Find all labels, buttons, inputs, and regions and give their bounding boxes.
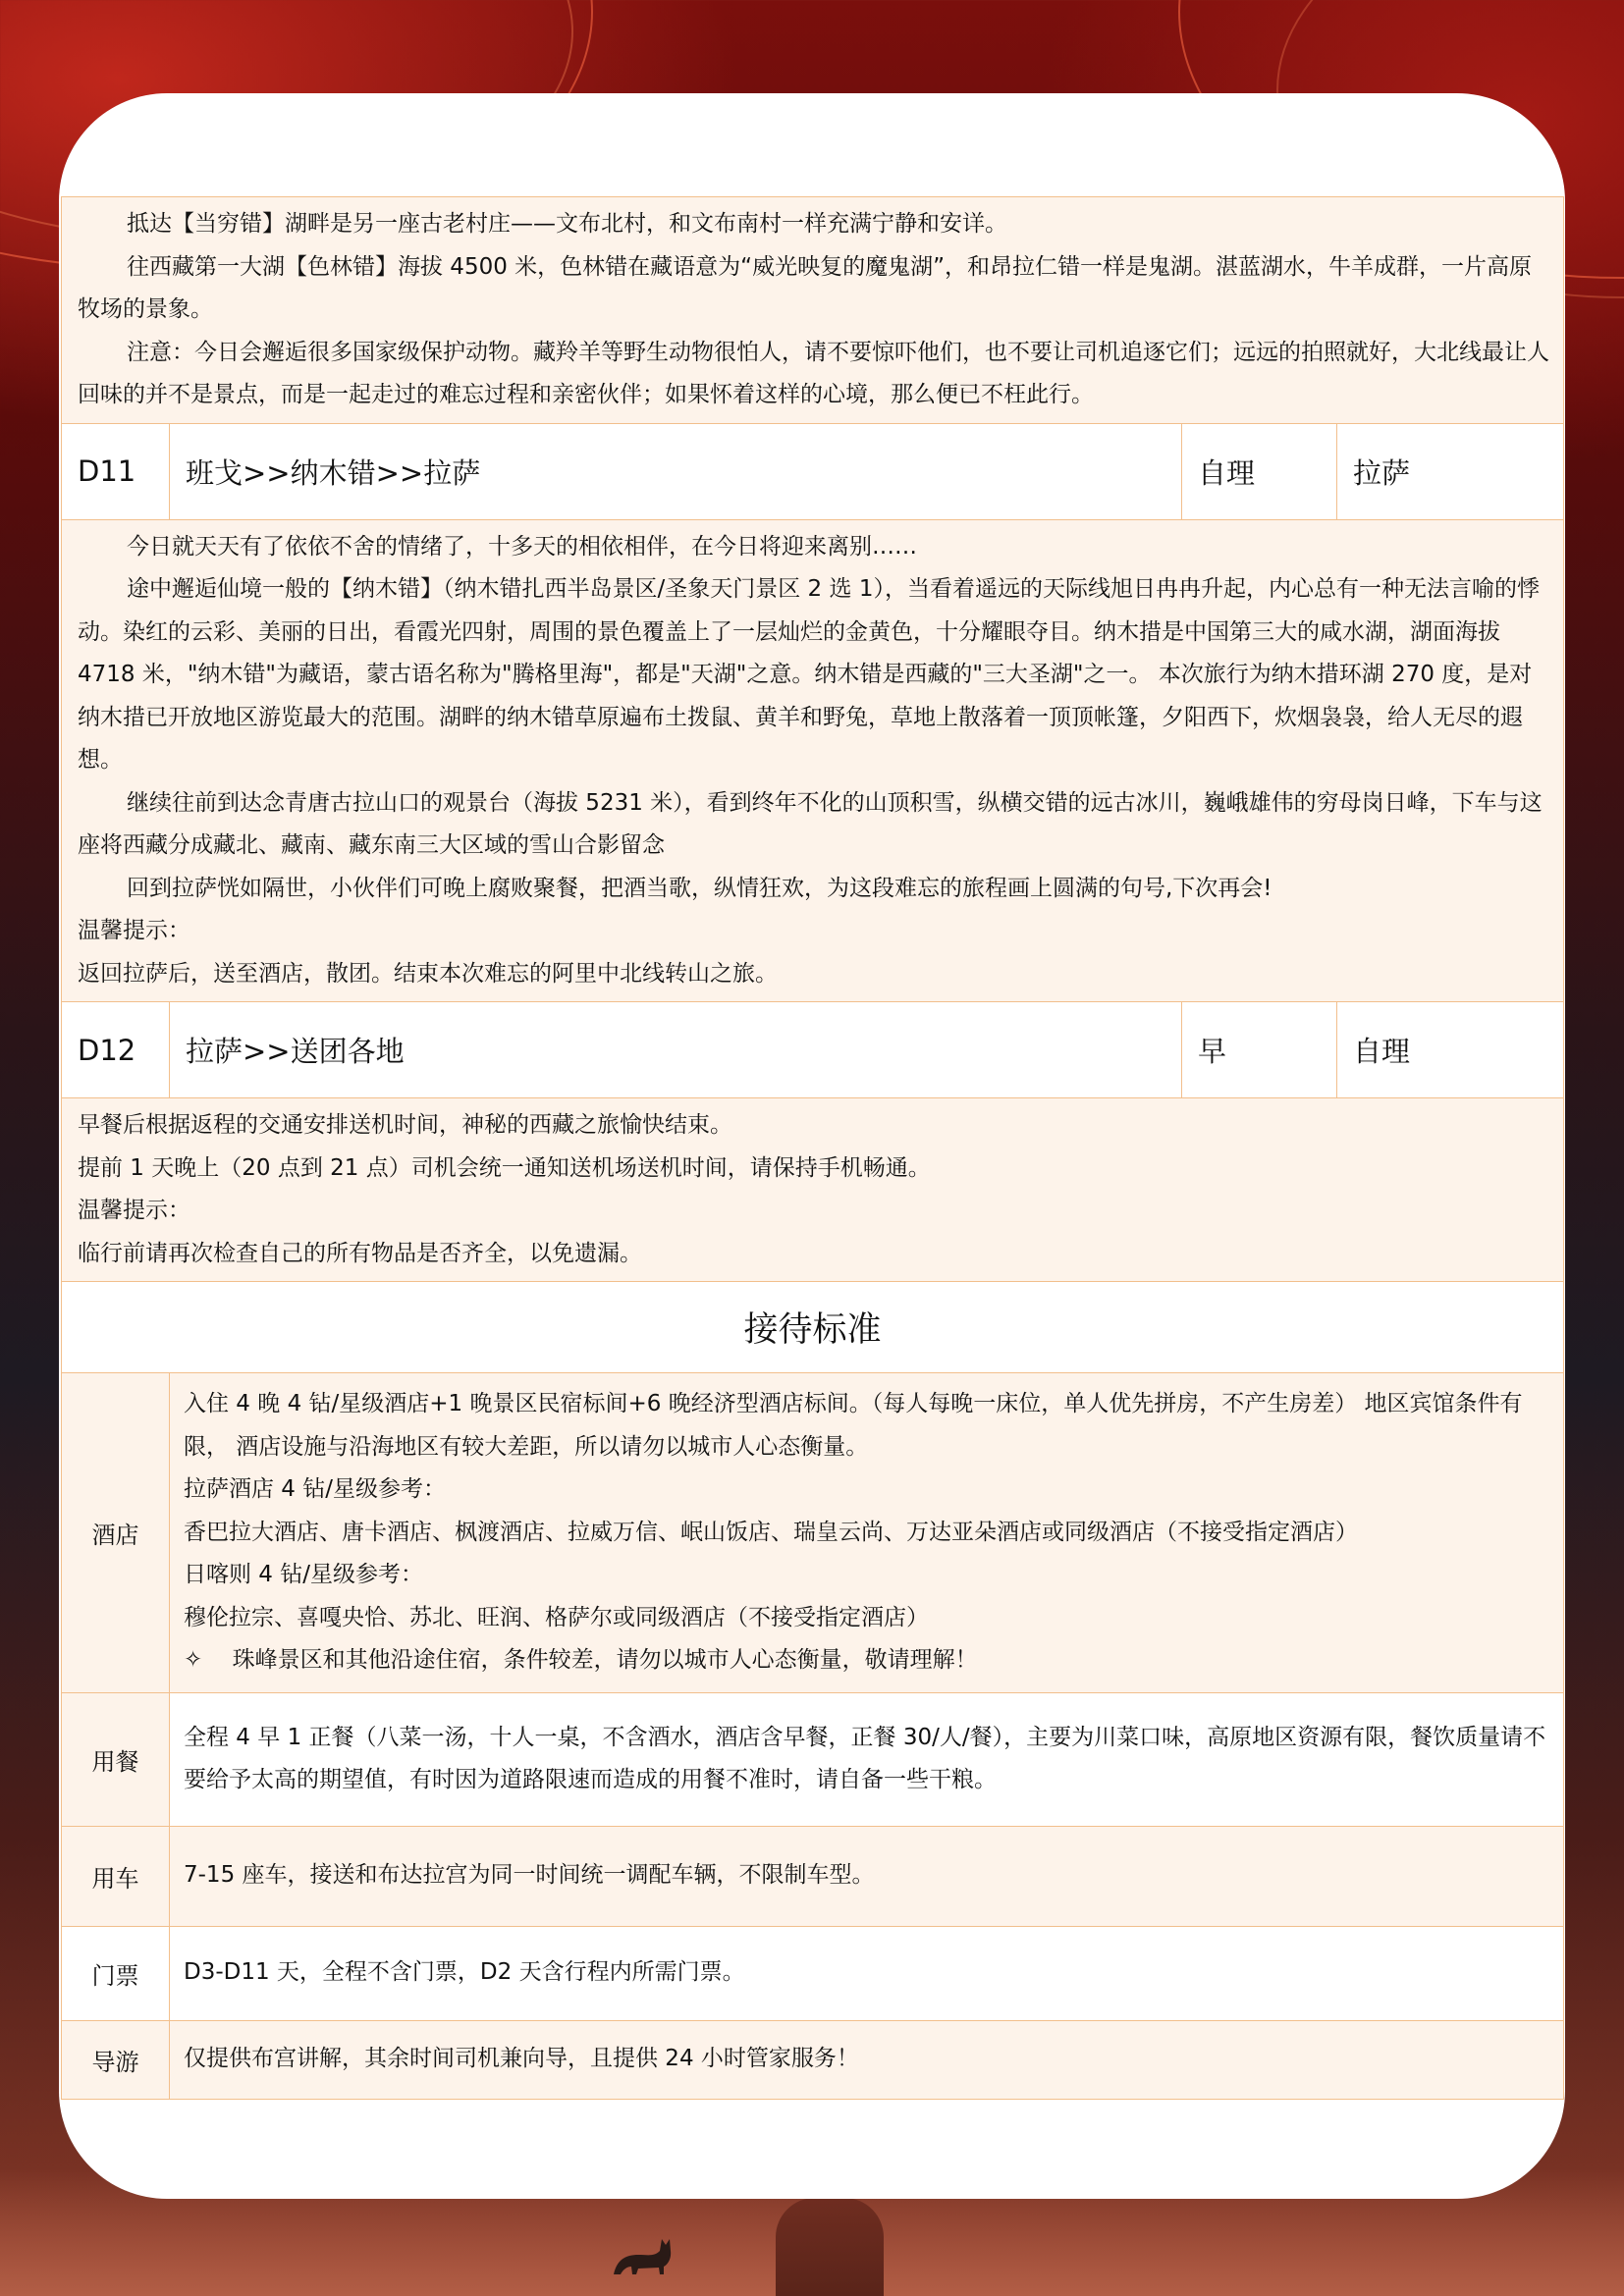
hotel-line: ✧ 珠峰景区和其他沿途住宿，条件较差，请勿以城市人心态衡量，敬请理解！	[184, 1647, 978, 1673]
standard-row-guide	[62, 2020, 1564, 2099]
day-label: D11	[62, 423, 170, 519]
itinerary-card	[59, 93, 1565, 2199]
day-detail-row-d11	[62, 519, 1564, 1002]
standard-label: 酒店	[62, 1373, 170, 1693]
day-header-row-d11	[62, 423, 1564, 519]
day-stay: 拉萨	[1337, 423, 1564, 519]
paragraph: 提前 1 天晚上（20 点到 21 点）司机会统一通知送机场送机时间，请保持手机畅通。	[78, 1154, 931, 1181]
day-header-row-d12	[62, 1002, 1564, 1098]
standards-title-row	[62, 1282, 1564, 1373]
standard-body: 全程 4 早 1 正餐（八菜一汤，十人一桌，不含酒水，酒店含早餐，正餐 30/人/餐），主要为川菜口味，高原地区资源有限，餐饮质量请不要给予太高的期望值，有时因为道路限速而造成的用餐不准时，请自备一些干粮。	[170, 1692, 1564, 1826]
day-detail	[62, 1098, 1564, 1282]
paragraph: 继续往前到达念青唐古拉山口的观景台（海拔 5231 米），看到终年不化的山顶积雪，纵横交错的远古冰川，巍峨雄伟的穷母岗日峰，下车与这座将西藏分成藏北、藏南、藏东南三大区域的雪山合影留念	[78, 789, 1543, 858]
standard-row-car	[62, 1826, 1564, 1926]
tip-label: 温馨提示：	[78, 1198, 190, 1223]
prev-day-note	[62, 197, 1564, 424]
tip-text: 返回拉萨后，送至酒店，散团。结束本次难忘的阿里中北线转山之旅。	[78, 960, 778, 987]
paragraph: 注意：今日会邂逅很多国家级保护动物。藏羚羊等野生动物很怕人，请不要惊吓他们，也不要让司机追逐它们；远远的拍照就好，大北线最让人回味的并不是景点，而是一起走过的难忘过程和亲密伙伴；如果怀着这样的心境，那么便已不枉此行。	[78, 339, 1549, 407]
day-stay: 自理	[1337, 1002, 1564, 1098]
paragraph: 回到拉萨恍如隔世，小伙伴们可晚上腐败聚餐，把酒当歌，纵情狂欢，为这段难忘的旅程画上圆满的句号,下次再会!	[127, 875, 1272, 901]
standard-label: 门票	[62, 1926, 170, 2020]
standard-label: 用餐	[62, 1692, 170, 1826]
itinerary-table	[61, 196, 1564, 2100]
standard-label: 用车	[62, 1826, 170, 1926]
standard-body: D3-D11 天，全程不含门票，D2 天含行程内所需门票。	[170, 1926, 1564, 2020]
itinerary-content	[61, 196, 1563, 2100]
standard-row-meals	[62, 1692, 1564, 1826]
hotel-line: 入住 4 晚 4 钻/星级酒店+1 晚景区民宿标间+6 晚经济型酒店标间。（每人每晚一床位，单人优先拼房，不产生房差） 地区宾馆条件有限， 酒店设施与沿海地区有较大差距，所以请勿以城市人心态衡量。	[184, 1391, 1523, 1460]
tip-text: 临行前请再次检查自己的所有物品是否齐全，以免遗漏。	[78, 1240, 642, 1266]
day-meal: 自理	[1182, 423, 1337, 519]
section-title: 接待标准	[62, 1282, 1564, 1373]
prev-day-note-row	[62, 197, 1564, 424]
day-detail	[62, 519, 1564, 1002]
hotel-line: 香巴拉大酒店、唐卡酒店、枫渡酒店、拉威万信、岷山饭店、瑞皇云尚、万达亚朵酒店或同级酒店（不接受指定酒店）	[184, 1519, 1358, 1545]
paragraph: 早餐后根据返程的交通安排送机时间，神秘的西藏之旅愉快结束。	[78, 1112, 732, 1138]
paragraph: 抵达【当穷错】湖畔是另一座古老村庄——文布北村，和文布南村一样充满宁静和安详。	[127, 211, 1007, 237]
day-label: D12	[62, 1002, 170, 1098]
day-route: 拉萨>>送团各地	[170, 1002, 1182, 1098]
day-route: 班戈>>纳木错>>拉萨	[170, 423, 1182, 519]
standard-body: 仅提供布宫讲解，其余时间司机兼向导，且提供 24 小时管家服务！	[170, 2020, 1564, 2099]
robed-figure-silhouette	[776, 2198, 884, 2296]
standard-row-hotel	[62, 1373, 1564, 1693]
standard-label: 导游	[62, 2020, 170, 2099]
cat-silhouette	[609, 2231, 677, 2276]
standard-body: 7-15 座车，接送和布达拉宫为同一时间统一调配车辆，不限制车型。	[170, 1826, 1564, 1926]
hotel-line: 日喀则 4 钻/星级参考：	[184, 1562, 424, 1587]
day-detail-row-d12	[62, 1098, 1564, 1282]
paragraph: 今日就天天有了依依不舍的情绪了，十多天的相依相伴，在今日将迎来离别……	[127, 533, 917, 560]
paragraph: 途中邂逅仙境一般的【纳木错】（纳木错扎西半岛景区/圣象天门景区 2 选 1），当看着遥远的天际线旭日冉冉升起，内心总有一种无法言喻的悸动。染红的云彩、美丽的日出，看霞光四射，周围的景色覆盖上了一层灿烂的金黄色，十分耀眼夺目。纳木措是中国第三大的咸水湖，湖面海拔 4718 米，"纳木错"为藏语，蒙古语名称为"腾格里海"，都是"天湖"之意。纳木错是西藏的"三大圣湖"之一。 本次旅行为纳木措环湖 270 度，是对纳木措已开放地区游览最大的范围。湖畔的纳木错草原遍布土拨鼠、黄羊和野兔，草地上散落着一顶顶帐篷，夕阳西下，炊烟袅袅，给人无尽的遐想。	[78, 576, 1540, 773]
day-meal: 早	[1182, 1002, 1337, 1098]
tip-label: 温馨提示：	[78, 918, 190, 943]
hotel-line: 拉萨酒店 4 钻/星级参考：	[184, 1476, 447, 1502]
hotel-line: 穆伦拉宗、喜嘎央恰、苏北、旺润、格萨尔或同级酒店（不接受指定酒店）	[184, 1604, 929, 1630]
paragraph: 往西藏第一大湖【色林错】海拔 4500 米，色林错在藏语意为“威光映复的魔鬼湖”，和昂拉仁错一样是鬼湖。湛蓝湖水，牛羊成群，一片高原牧场的景象。	[78, 253, 1532, 322]
standard-body	[170, 1373, 1564, 1693]
standard-row-tickets	[62, 1926, 1564, 2020]
